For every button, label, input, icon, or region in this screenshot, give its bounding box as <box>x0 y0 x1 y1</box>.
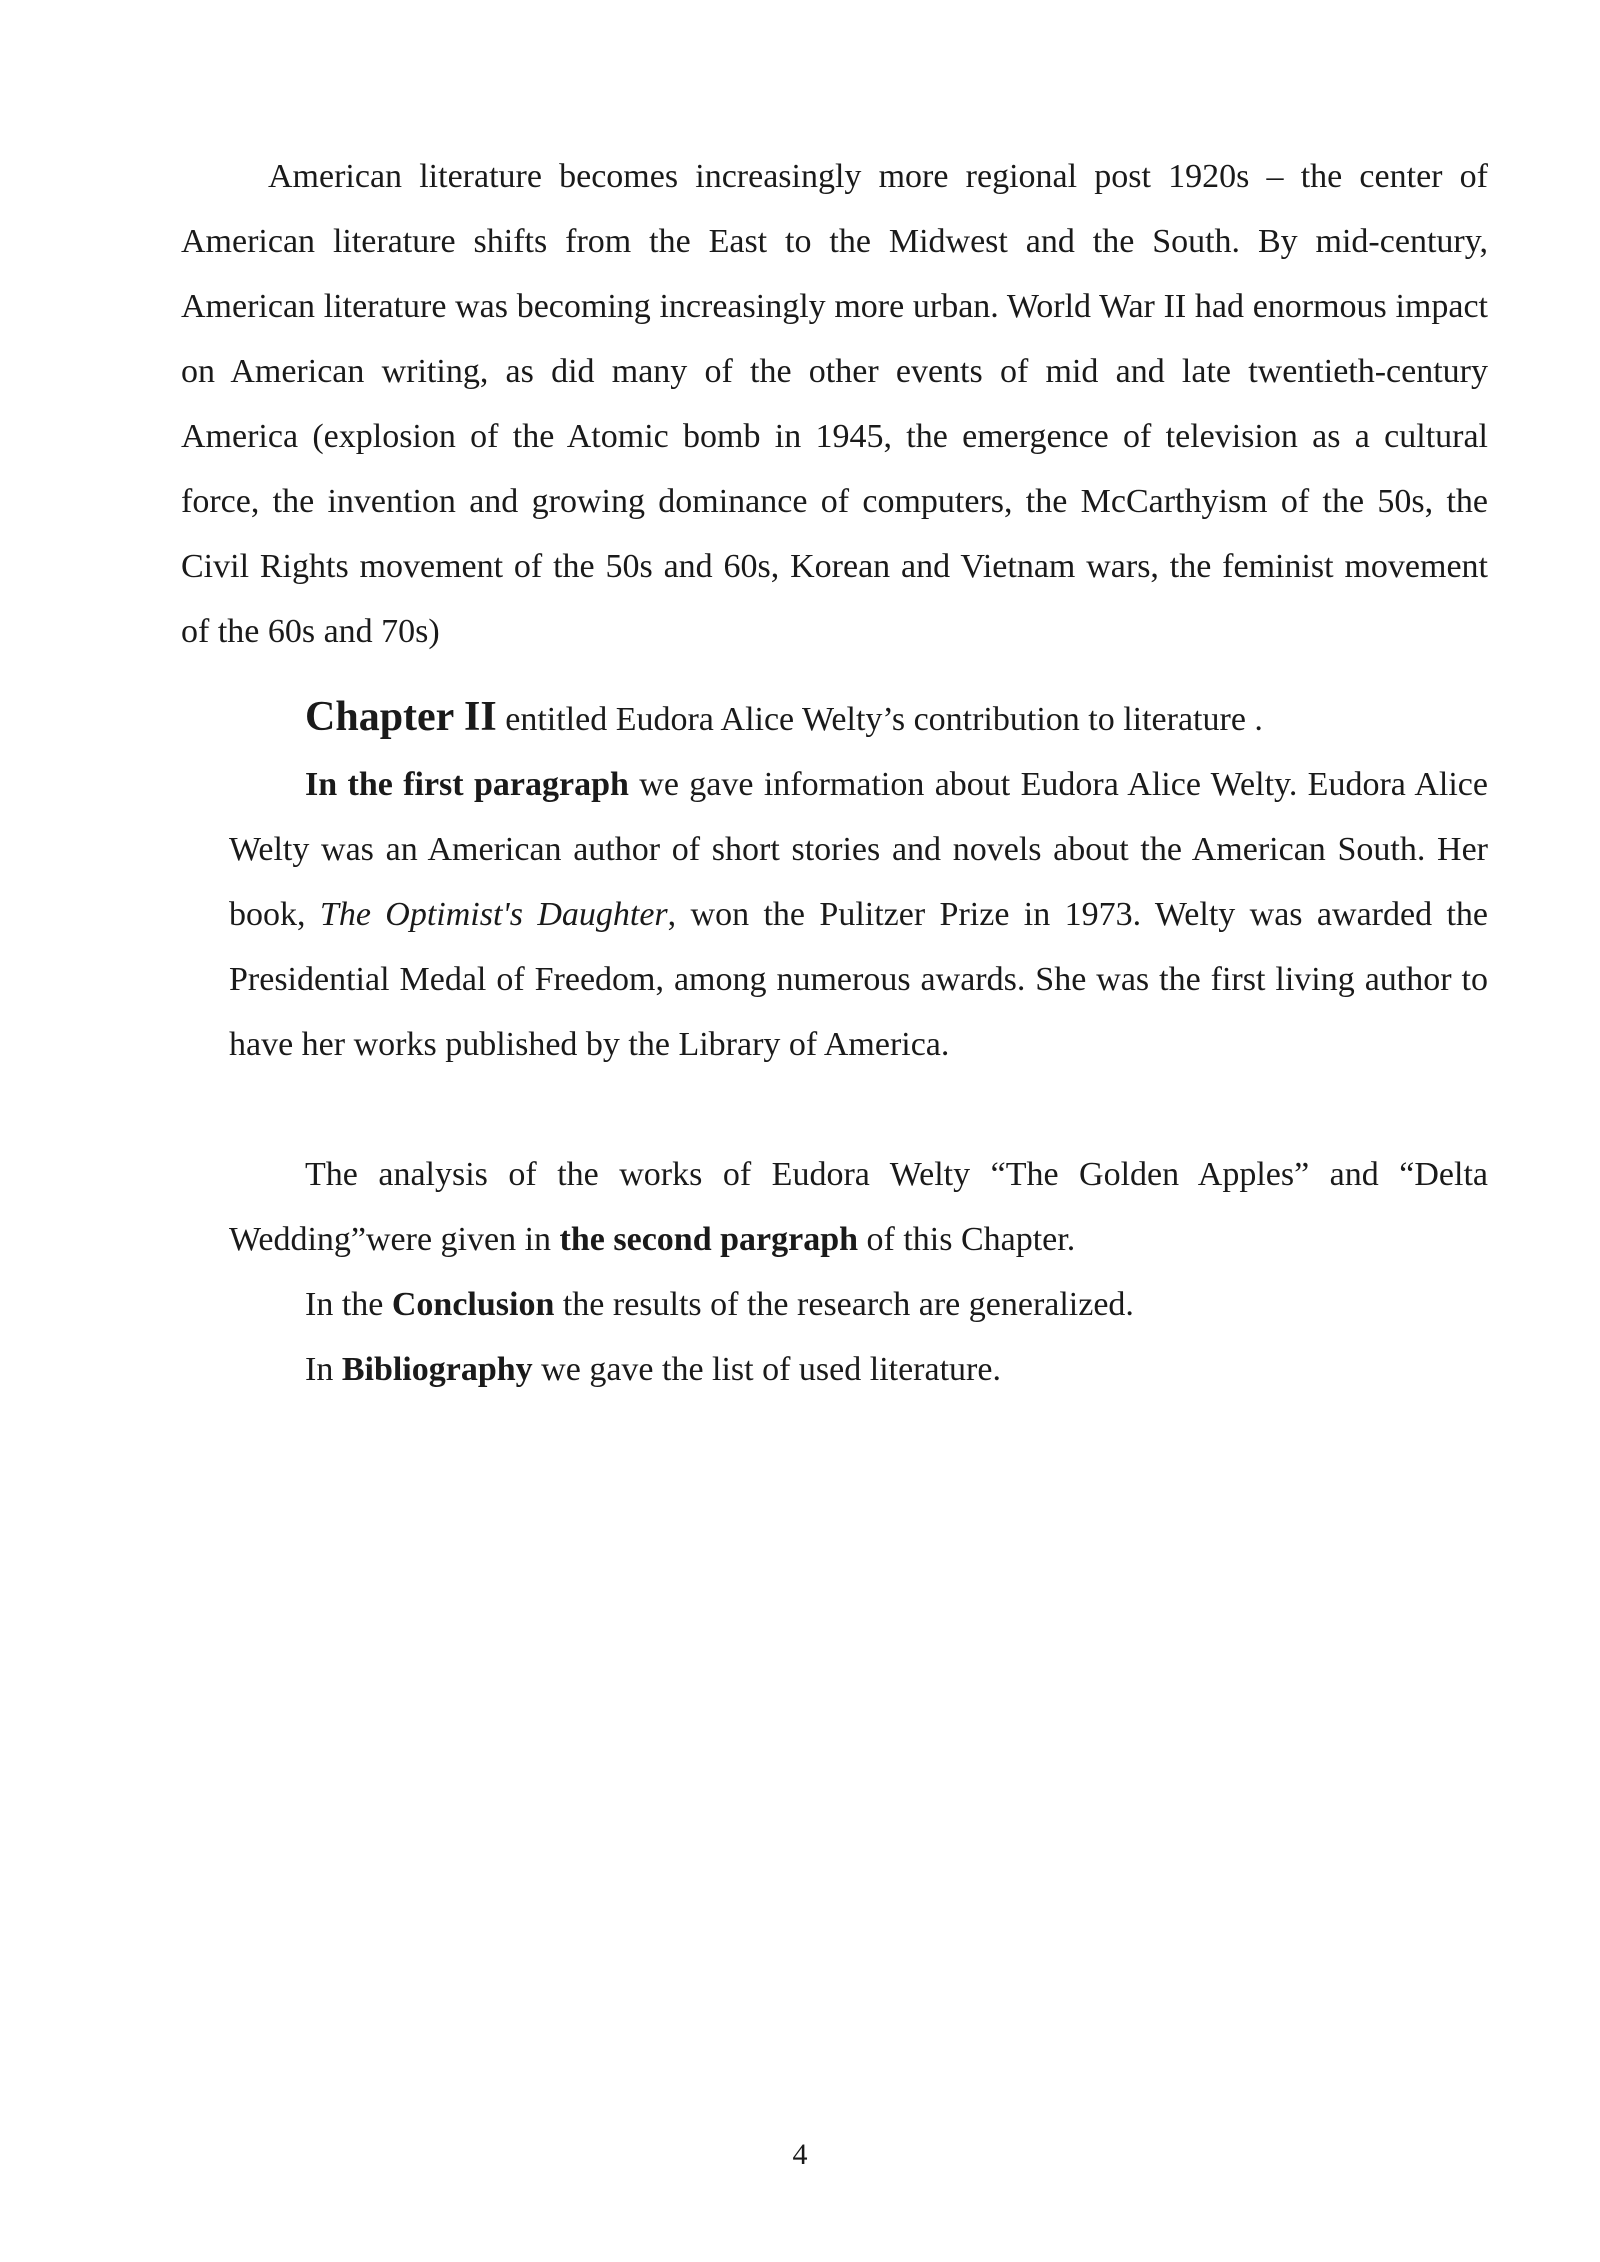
chapter-paragraph <box>305 682 1488 755</box>
conclusion-text-2: the results of the research are generalized. <box>554 1286 1134 1323</box>
bibliography-paragraph <box>305 1337 1488 1402</box>
first-paragraph-text-1: we gave information about Eudora Alice Welty. Eudora Alice Welty was an American author of short stories and novels about the American South. Her book, <box>229 766 1488 933</box>
analysis-text-2: of this Chapter. <box>858 1221 1076 1258</box>
analysis-bold: the second pargraph <box>559 1221 859 1258</box>
conclusion-paragraph <box>305 1272 1488 1337</box>
first-paragraph-lead: In the first paragraph <box>305 766 629 803</box>
conclusion-text-1: In the <box>305 1286 392 1323</box>
chapter-heading: Chapter II <box>305 694 497 740</box>
chapter-text: entitled Eudora Alice Welty’s contribution to literature . <box>496 701 1263 738</box>
first-paragraph-summary <box>229 752 1488 1077</box>
analysis-paragraph <box>229 1142 1488 1272</box>
book-title: The Optimist's Daughter <box>319 896 668 933</box>
conclusion-bold: Conclusion <box>391 1286 555 1323</box>
intro-text: American literature becomes increasingly more regional post 1920s – the center of American literature shifts from the East to the Midwest and the South. By mid-century, American literature was becoming increasingly more urban. World War II had enormous impact on American writing, as did many of the other events of mid and late twentieth-century America (explosion of the Atomic bomb in 1945, the emergence of television as a cultural force, the invention and growing dominance of computers, the McCarthyism of the 50s, the Civil Rights movement of the 50s and 60s, Korean and Vietnam wars, the feminist movement of the 60s and 70s) <box>181 158 1488 650</box>
first-paragraph-text-2: , won the Pulitzer Prize in 1973. Welty was awarded the Presidential Medal of Freedom, among numerous awards. She was the first living author to have her works published by the Library of America. <box>229 896 1489 1063</box>
page-number: 4 <box>792 2138 808 2171</box>
bibliography-text-2: we gave the list of used literature. <box>532 1351 1001 1388</box>
bibliography-text-1: In <box>305 1351 342 1388</box>
bibliography-bold: Bibliography <box>341 1351 533 1388</box>
intro-paragraph <box>181 144 1488 664</box>
analysis-text-1: The analysis of the works of Eudora Welty “The Golden Apples” and “Delta Wedding”were given in <box>229 1156 1488 1258</box>
